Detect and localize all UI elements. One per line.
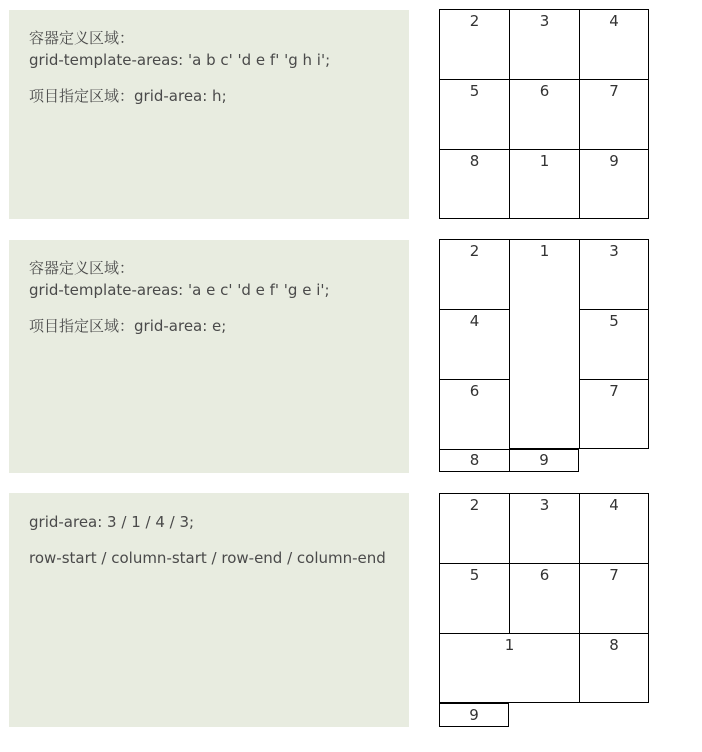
grid-cell: 5 <box>579 309 649 380</box>
grid-cell: 6 <box>509 563 580 634</box>
example-1-grid <box>439 9 649 219</box>
container-area-heading: 容器定义区域： <box>29 29 135 47</box>
template-areas-code: grid-template-areas: 'a b c' 'd e f' 'g h i'; <box>29 51 331 69</box>
grid-area-order-note: row-start / column-start / row-end / column-end <box>29 549 386 567</box>
grid-cell: 4 <box>579 493 649 564</box>
grid-cell-implicit-row: 8 <box>439 449 510 472</box>
grid-cell: 7 <box>579 563 649 634</box>
grid-cell: 2 <box>439 493 510 564</box>
grid-cell: 8 <box>439 149 510 219</box>
container-area-heading: 容器定义区域： <box>29 259 135 277</box>
example-2-description-panel <box>9 240 409 473</box>
grid-cell: 4 <box>439 309 510 380</box>
grid-cell: 3 <box>579 239 649 310</box>
grid-cell: 7 <box>579 379 649 449</box>
grid-cell-implicit-row: 9 <box>439 703 509 727</box>
example-3-grid <box>439 493 649 727</box>
grid-cell: 2 <box>439 239 510 310</box>
grid-cell: 3 <box>509 493 580 564</box>
grid-cell-area-h: 1 <box>509 149 580 219</box>
example-2-grid <box>439 239 649 473</box>
template-areas-code: grid-template-areas: 'a e c' 'd e f' 'g e i'; <box>29 281 330 299</box>
grid-area-shorthand-code: grid-area: 3 / 1 / 4 / 3; <box>29 513 195 531</box>
grid-cell: 6 <box>439 379 510 450</box>
example-3-description-panel <box>9 493 409 727</box>
grid-cell: 3 <box>509 9 580 80</box>
grid-cell: 5 <box>439 79 510 150</box>
grid-cell: 9 <box>579 149 649 219</box>
grid-cell-implicit-row: 9 <box>509 449 579 472</box>
grid-cell: 6 <box>509 79 580 150</box>
grid-cell: 2 <box>439 9 510 80</box>
grid-cell-area-e: 1 <box>509 239 580 449</box>
item-area-code: 项目指定区域：grid-area: h; <box>29 87 227 105</box>
grid-cell: 4 <box>579 9 649 80</box>
example-1-description-panel <box>9 10 409 219</box>
grid-cell: 8 <box>579 633 649 703</box>
grid-cell: 7 <box>579 79 649 150</box>
item-area-code: 项目指定区域：grid-area: e; <box>29 317 227 335</box>
grid-cell-spanning-area: 1 <box>439 633 580 703</box>
grid-cell: 5 <box>439 563 510 634</box>
